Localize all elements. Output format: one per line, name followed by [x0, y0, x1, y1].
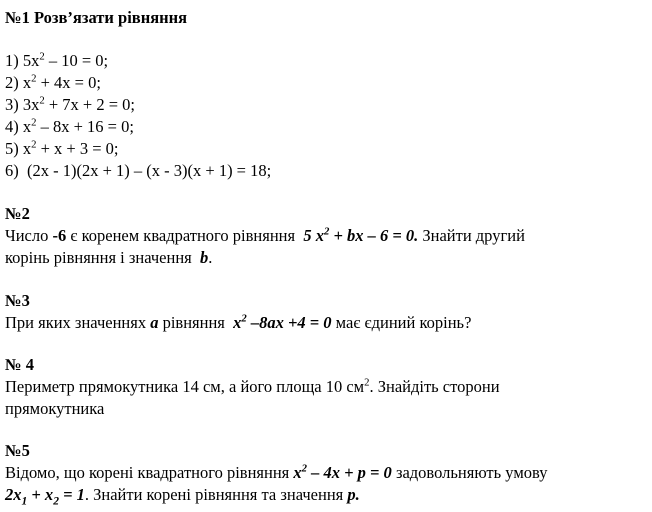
task1-title: №1 Розв’язати рівняння	[5, 8, 188, 27]
equation-6: 6) (2x - 1)(2x + 1) – (x - 3)(x + 1) = 18;	[5, 161, 272, 180]
task2-line2: корінь рівняння і значення b.	[5, 248, 213, 267]
task2-equation: 5 $x^2$ + bx – 6 = 0.	[303, 225, 419, 245]
eq-number: 6)	[5, 161, 19, 180]
equation-3: 3) $3x^2 + 7x + 2 = 0$;	[5, 94, 135, 114]
task4-title: № 4	[5, 355, 34, 374]
eq-number: 4)	[5, 117, 19, 136]
task5-line1: Відомо, що корені квадратного рівняння $x^2 - 4x + p = 0$ задовольняють умову	[5, 462, 548, 482]
task4-line2: прямокутника	[5, 399, 105, 418]
task3-title: №3	[5, 291, 30, 310]
task5-condition: $2x_1 + x_2 = 1$	[5, 485, 85, 508]
task5-title: №5	[5, 441, 30, 460]
equation-2: 2) $x^2 + 4x = 0$;	[5, 72, 101, 92]
equation-1: 1) $5x^2 - 10 = 0$;	[5, 50, 109, 70]
task4-line1: Периметр прямокутника 14 см, а його площа 10 $см^2$. Знайдіть сторони	[5, 376, 500, 396]
eq-number: 5)	[5, 139, 19, 158]
task2-title: №2	[5, 204, 30, 223]
task5-line2: $2x_1 + x_2 = 1$. Знайти корені рівняння та значення p.	[5, 485, 360, 508]
eq-number: 2)	[5, 73, 19, 92]
eq-number: 1)	[5, 51, 19, 70]
root-value: -6	[52, 226, 67, 245]
task2-line1: Число -6 є коренем квадратного рівняння 5 $x^2$ + bx – 6 = 0. Знайти другий	[5, 225, 525, 245]
task5-equation: $x^2 - 4x + p = 0$	[293, 462, 392, 482]
equation-4: 4) $x^2 - 8x + 16 = 0$;	[5, 116, 134, 136]
equation-5: 5) $x^2 + x + 3 = 0$;	[5, 138, 119, 158]
param-b: b	[200, 248, 209, 267]
task3-line1: При яких значеннях a рівняння $x^2$ –8ax +4 = 0 має єдиний корінь?	[5, 312, 472, 332]
task3-equation: $x^2$ –8ax +4 = 0	[233, 312, 332, 332]
param-a: a	[150, 313, 159, 332]
param-p: p.	[347, 485, 360, 504]
eq-number: 3)	[5, 95, 19, 114]
